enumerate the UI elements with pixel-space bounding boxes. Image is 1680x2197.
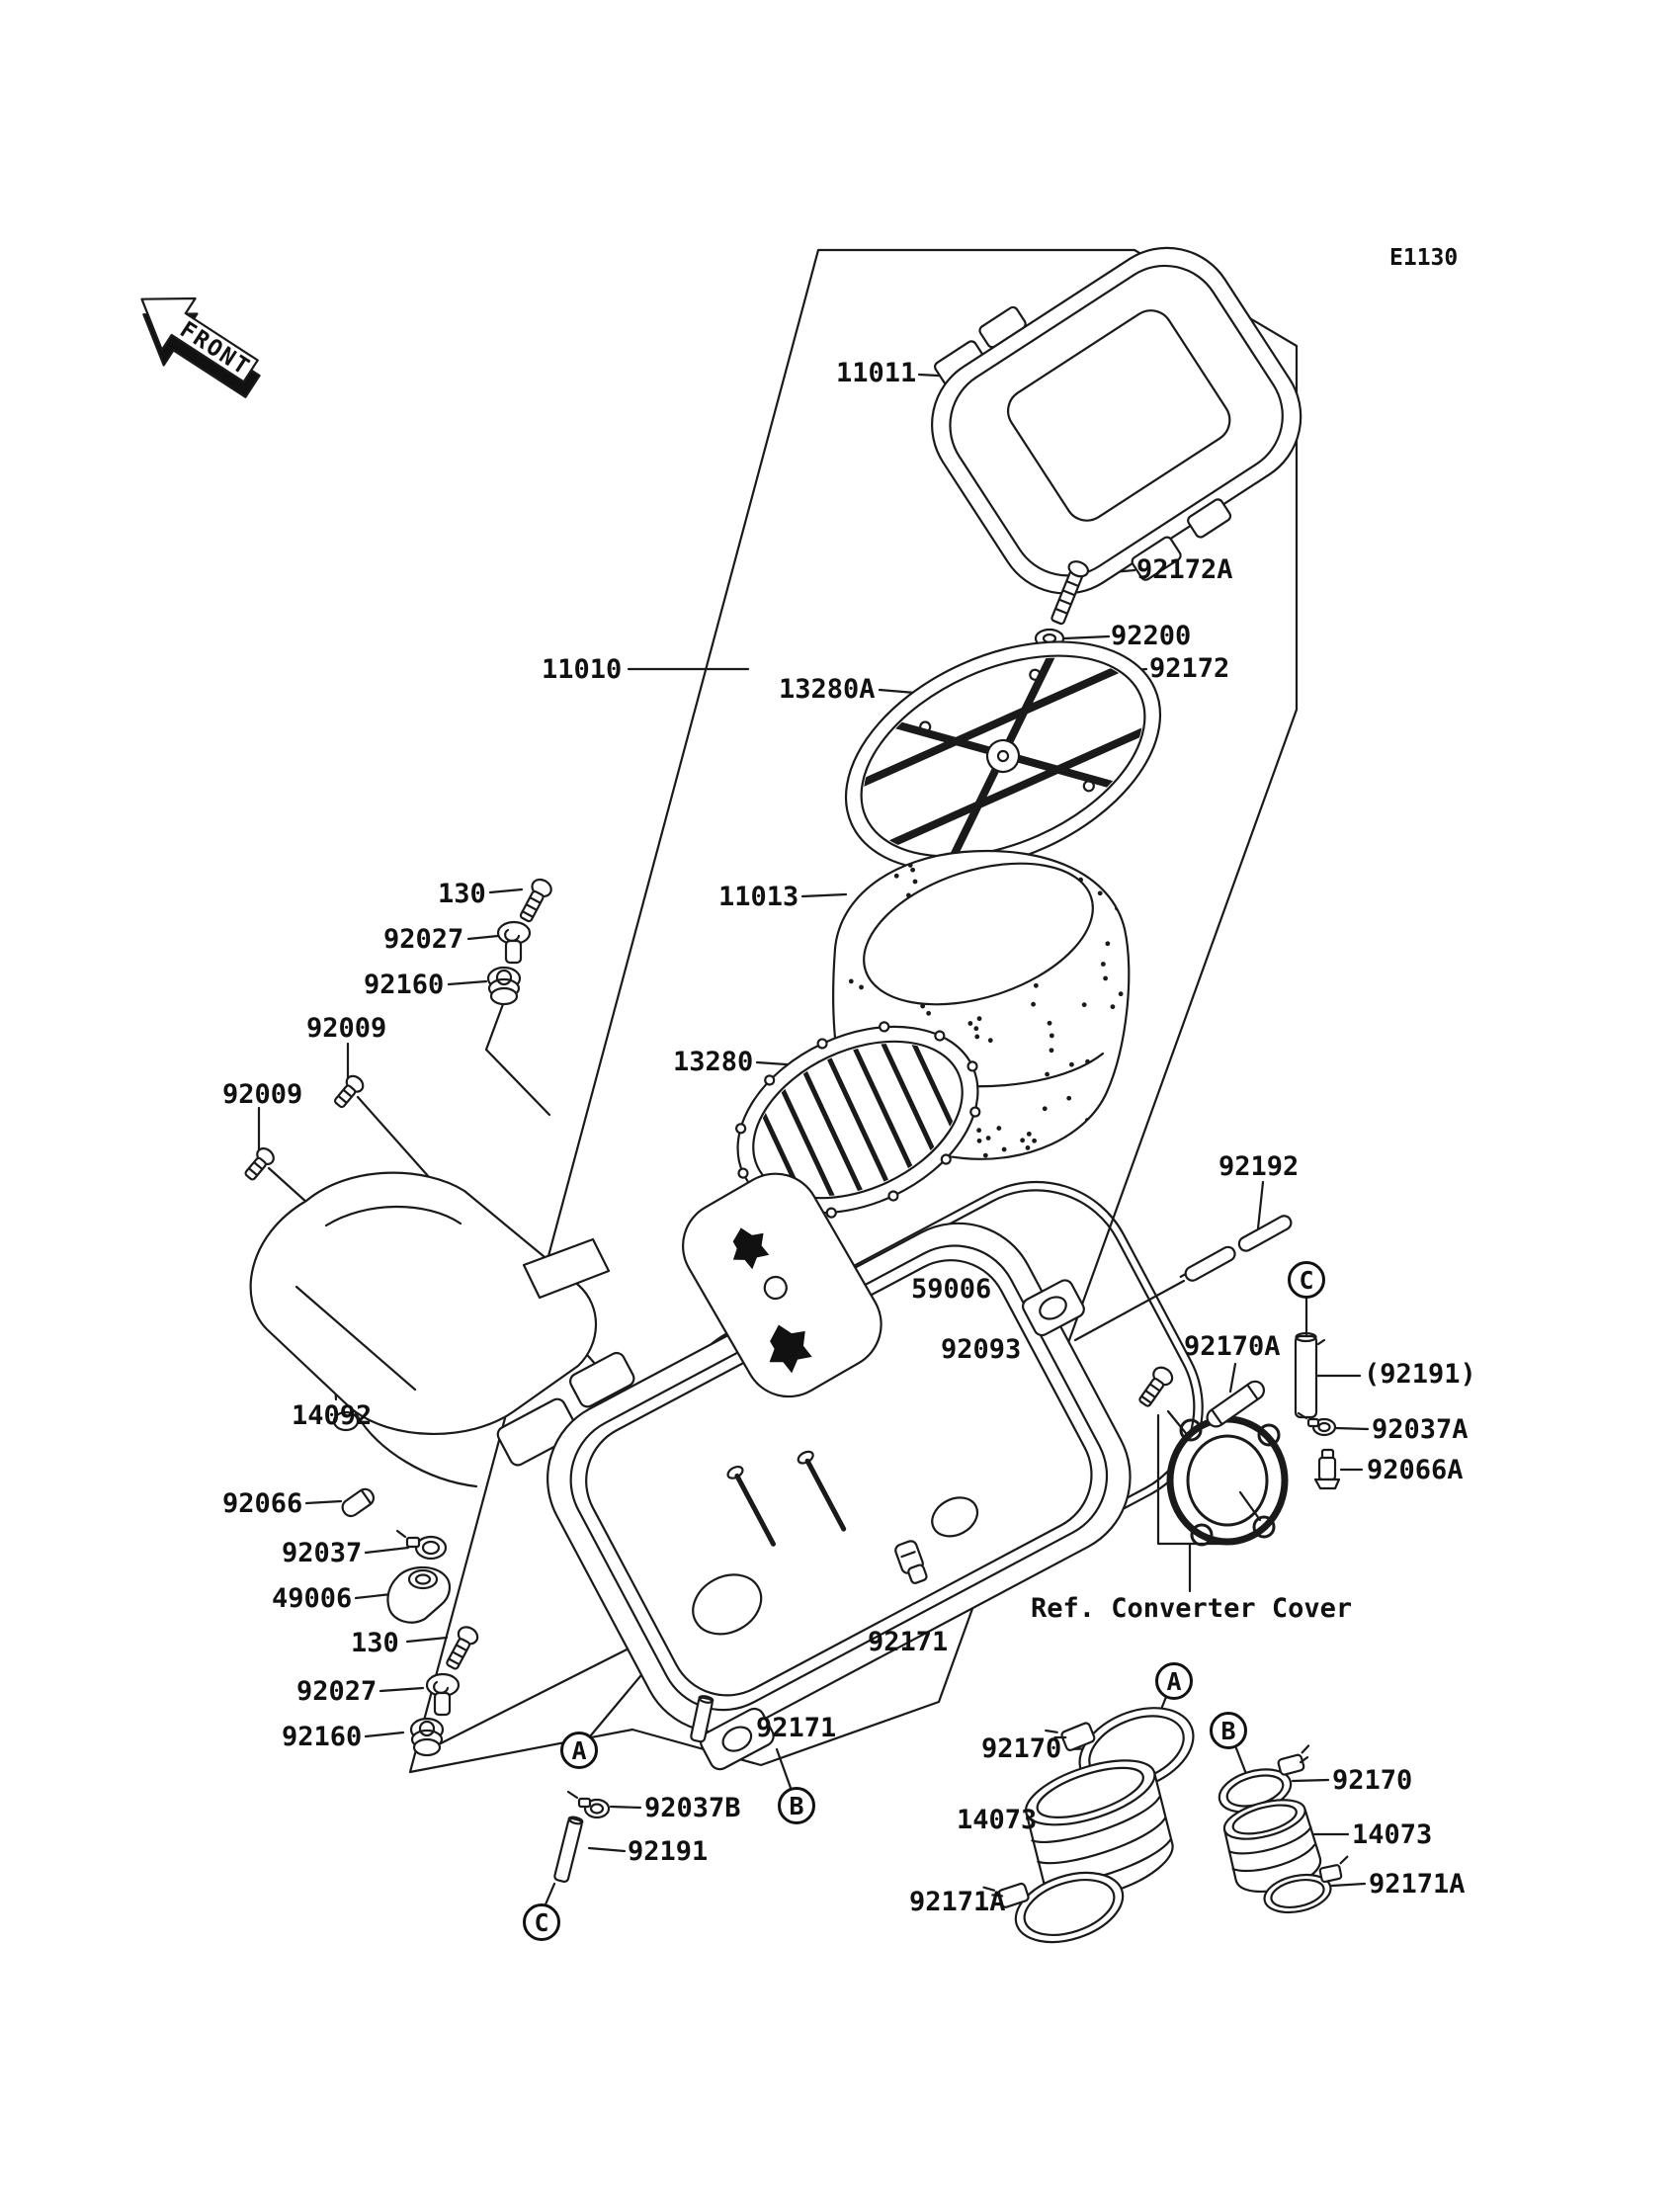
part-label-92037: 92037 [282,1538,363,1568]
part-label-92192: 92192 [1218,1151,1300,1182]
part-label-92066A: 92066A [1367,1455,1464,1485]
part-label-92170-left: 92170 [981,1733,1062,1764]
part-label-92009-1: 92009 [306,1013,387,1044]
screw-92009-1 [331,1073,367,1111]
part-label-92171A-left: 92171A [909,1887,1006,1917]
screw-92009-2 [241,1145,277,1183]
part-label-92027-top: 92027 [383,924,464,955]
part-label-13280A: 13280A [779,674,876,705]
part-label-130-bottom: 130 [351,1628,399,1658]
grommet-92160-top [488,968,520,1004]
bolt-130-top [516,877,553,924]
part-label-92172: 92172 [1149,653,1230,684]
air-cleaner-cover-11011 [892,202,1339,638]
plug-92066 [339,1486,377,1519]
callout-circle-A-0: A [560,1732,598,1769]
part-label-92093: 92093 [941,1334,1022,1365]
front-arrow-text: FRONT [175,316,255,381]
part-label-59006: 59006 [911,1274,992,1305]
tube-92191 [553,1816,583,1882]
part-label-92191: 92191 [628,1836,709,1867]
part-label-92037B: 92037B [644,1793,741,1823]
front-arrow [119,275,276,412]
part-label-92037A: 92037A [1372,1414,1469,1445]
callout-circle-C-5: C [1288,1261,1325,1299]
part-label-92191-paren: (92191) [1364,1359,1476,1390]
plug-92066A [1315,1450,1339,1488]
page-code: E1130 [1389,245,1459,271]
callout-circle-C-2: C [523,1903,560,1941]
part-label-14073-right: 14073 [1352,1819,1433,1850]
part-label-11010: 11010 [542,654,623,685]
part-label-92171A-right: 92171A [1369,1869,1466,1900]
part-label-11013: 11013 [718,882,799,912]
breather-tube-92192 [1179,1214,1294,1286]
part-label-92200: 92200 [1111,621,1192,651]
clamp-92037 [397,1531,446,1559]
bushing-92027-top [498,922,530,963]
part-label-92027-bottom: 92027 [296,1676,378,1707]
part-label-92172A: 92172A [1136,554,1233,585]
part-label-92066: 92066 [222,1488,303,1519]
screw-converter-cover [1135,1364,1175,1409]
callout-circle-A-3: A [1155,1662,1193,1700]
part-label-11011: 11011 [836,358,917,388]
part-label-92171-right: 92171 [868,1627,949,1657]
part-label-92170A: 92170A [1184,1331,1281,1362]
converter-cover [1170,1419,1285,1545]
boot-49006 [387,1567,450,1623]
part-label-13280: 13280 [673,1047,754,1077]
part-label-14073-left: 14073 [957,1805,1038,1835]
part-label-92170-right: 92170 [1332,1765,1413,1796]
part-label-92009-2: 92009 [222,1079,303,1110]
callout-circle-B-4: B [1210,1712,1247,1749]
ref-converter-cover-note: Ref. Converter Cover [1031,1593,1353,1624]
part-label-92160-bottom: 92160 [282,1722,363,1752]
part-label-49006: 49006 [272,1583,353,1614]
clamp-92037B [568,1792,609,1817]
clamp-92037A [1299,1413,1335,1435]
part-label-14092: 14092 [292,1400,373,1431]
callout-circle-B-1: B [778,1787,815,1824]
grommet-92160-bottom [411,1719,443,1755]
part-label-92171-center: 92171 [756,1713,837,1743]
part-label-92160-top: 92160 [364,970,445,1000]
part-label-130-top: 130 [438,879,486,909]
